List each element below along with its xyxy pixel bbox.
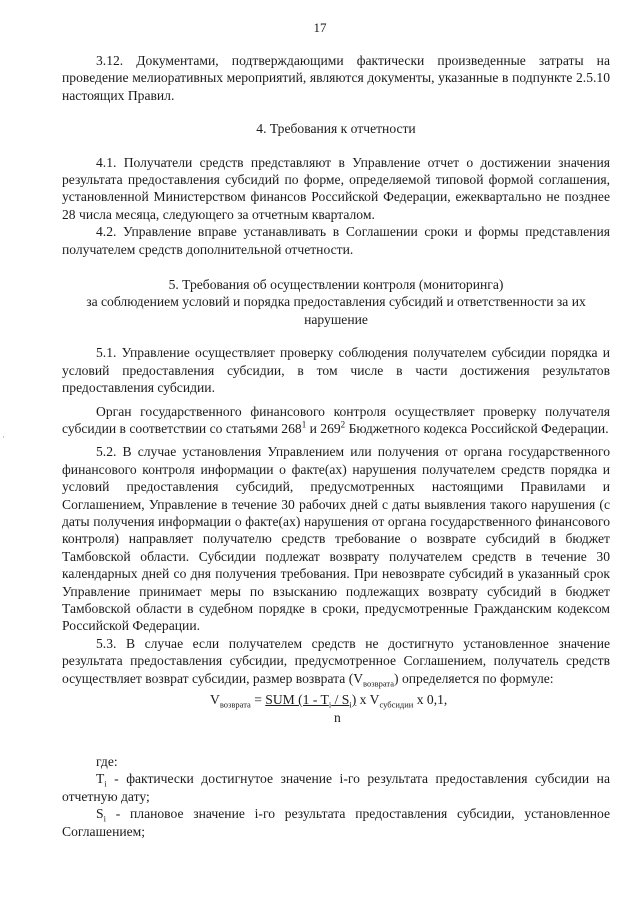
formula-num-sub1: i: [328, 699, 332, 710]
section-5-title-line2: за соблюдением условий и порядка предоставления субсидий и ответственности за их нарушение: [86, 294, 586, 327]
si-sub: i: [103, 813, 106, 824]
document-body: [62, 52, 610, 840]
formula-num-sub2: i: [349, 699, 352, 710]
section-4-title: 4. Требования к отчетности: [256, 121, 416, 137]
formula-subsidy-sub: субсидии: [379, 699, 414, 710]
formula-num-post: ): [351, 692, 357, 707]
section-5-title: [62, 276, 610, 328]
si-text: - плановое значение i-го результата предоставления субсидии, установленное Соглашением;: [62, 806, 610, 839]
p51b-sup2: 2: [340, 419, 346, 430]
p51b-text-post: Бюджетного кодекса Российской Федерации.: [345, 420, 609, 436]
margin-mark: ·: [2, 432, 5, 442]
paragraph-5-1-control: [62, 403, 610, 438]
p53-text-post: ) определяется по формуле:: [394, 670, 554, 686]
paragraph-3-12: 3.12. Документами, подтверждающими фактически произведенные затраты на проведение мелиоративных мероприятий, являются документы, указанные в подпункте 2.5.10 настоящих Правил.: [62, 53, 610, 103]
p51b-text-mid: и 269: [306, 420, 341, 436]
p53-sub: возврата: [363, 678, 395, 689]
p51b-sup1: 1: [301, 419, 307, 430]
paragraph-4-1: 4.1. Получатели средств представляют в Управление отчет о достижении значения результата предоставления субсидий по форме, определяемой типовой формой соглашения, установленной Министерством финансов Российской Федерации, ежеквартально не позднее 28 числа месяца, следующего за отчетным кварталом.: [62, 154, 610, 222]
formula-multiplier: x 0,1,: [413, 692, 448, 707]
refund-formula: [62, 691, 610, 727]
formula-lhs-symbol: V: [210, 692, 220, 707]
formula-equals: =: [250, 692, 266, 707]
formula-num-mid: / S: [331, 692, 350, 707]
paragraph-4-2: 4.2. Управление вправе устанавливать в Соглашении сроки и формы представления получателем средств дополнительной отчетности.: [62, 224, 610, 257]
paragraph-5-1: 5.1. Управление осуществляет проверку соблюдения получателем субсидии порядка и условий предоставления субсидии, в том числе в части достижения результатов предоставления субсидии.: [62, 345, 610, 396]
where-label: где:: [96, 754, 118, 769]
formula-numerator: [265, 692, 357, 710]
formula-num-pre: SUM (1 - T: [265, 692, 329, 707]
formula-denominator: n: [334, 710, 341, 725]
p53-text-pre: 5.3. В случае если получателем средств не достигнуто установленное значение результата предоставления субсидии, предусмотренное Соглашением, получатель средств осуществляет возврат субсидии, размер возврата (V: [62, 635, 610, 686]
p51b-text-pre: Орган государственного финансового контроля осуществляет проверку получателя субсидии в соответствии со статьями 268: [62, 403, 610, 436]
formula-lhs-sub: возврата: [219, 699, 251, 710]
ti-text: - фактически достигнутое значение i-го результата предоставления субсидии на отчетную дату;: [62, 771, 610, 804]
definition-ti: [62, 770, 610, 805]
si-symbol: S: [96, 806, 104, 822]
paragraph-5-2: 5.2. В случае установления Управлением или получения от органа государственного финансового контроля информации о факте(ах) нарушения получателем средств порядка и условий предоставления субсидий, предусмотренных настоящими Правилами и Соглашением, Управление в течение 30 рабочих дней с даты выявления такого нарушения (с даты получения информации о факте(ах) нарушения от органа государственного финансового контроля) направляет получателю средств требование о возврате субсидий в бюджет Тамбовской области. Субсидии подлежат возврату получателем средств в течение 30 календарных дней со дня получения требования. При невозврате субсидий в указанный срок Управление принимает меры по взысканию подлежащих возврату субсидий в бюджет Тамбовской области в судебном порядке в сроки, предусмотренные Гражданским кодексом Российской Федерации.: [62, 444, 610, 634]
formula-times: x V: [356, 692, 380, 707]
definition-si: [62, 805, 610, 840]
section-5-title-line1: 5. Требования об осуществлении контроля (мониторинга): [168, 277, 504, 293]
paragraph-5-3: [62, 635, 610, 687]
formula-line: [210, 691, 447, 708]
ti-sub: i: [104, 779, 107, 790]
ti-symbol: T: [96, 771, 105, 787]
page-number: 17: [313, 20, 327, 35]
